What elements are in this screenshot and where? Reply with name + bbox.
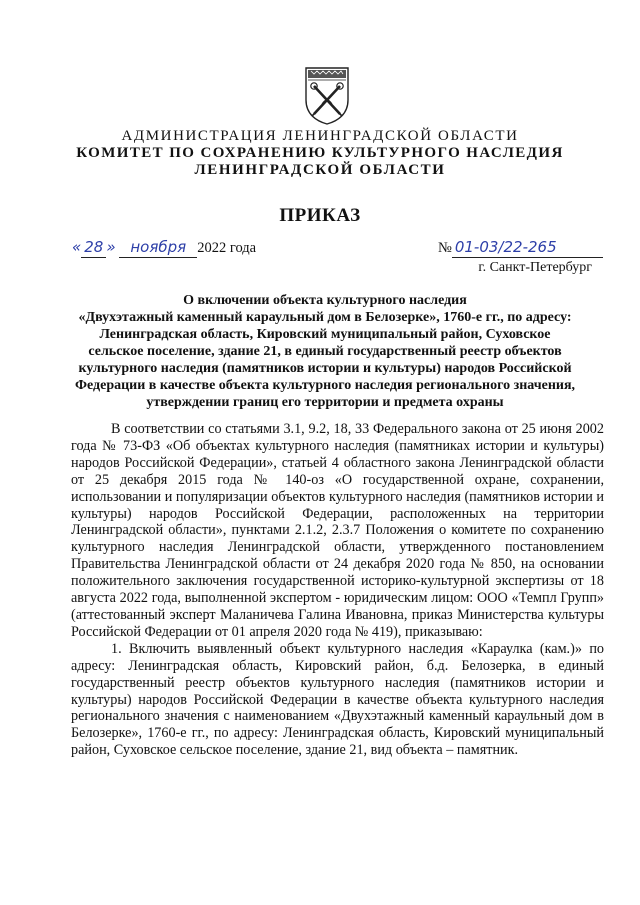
- document-type: ПРИКАЗ: [279, 205, 361, 226]
- title-line: культурного наследия (памятников истории и культуры) народов Российской: [78, 361, 572, 376]
- header-region: ЛЕНИНГРАДСКОЙ ОБЛАСТИ: [194, 162, 446, 178]
- title-line: О включении объекта культурного наследия: [183, 293, 467, 308]
- title-line: утверждении границ его территории и предмета охраны: [146, 395, 504, 410]
- coat-of-arms-icon: [302, 64, 352, 126]
- document-body: [71, 421, 604, 759]
- header-committee: КОМИТЕТ ПО СОХРАНЕНИЮ КУЛЬТУРНОГО НАСЛЕДИЯ: [76, 145, 564, 161]
- document-number: [438, 238, 603, 258]
- header-administration: АДМИНИСТРАЦИЯ ЛЕНИНГРАДСКОЙ ОБЛАСТИ: [121, 128, 519, 144]
- date-month: ноября: [130, 238, 187, 256]
- document-date: [72, 238, 256, 258]
- body-paragraph-preamble: В соответствии со статьями 3.1, 9.2, 18, 33 Федерального закона от 25 июня 2002 года № 73-ФЗ «Об объектах культурного наследия (памятниках истории и культуры) народов Российской Федерации», статьей 4 областного закона Ленинградской области от 25 декабря 2015 года № 140-оз «О государственной охране, сохранении, использовании и популяризации объектов культурного наследия (памятников истории и культуры) народов Российской Федерации, расположенных на территории Ленинградской области», пунктами 2.1.2, 2.3.7 Положения о комитете по сохранению культурного наследия Ленинградской области, утвержденного постановлением Правительства Ленинградской области от 24 декабря 2020 года № 850, на основании положительного заключения государственной историко-культурной экспертизы от 18 августа 2022 года, выполненной экспертом - юридическим лицом: ООО «Темпл Групп» (аттестованный эксперт Маланичева Галина Ивановна, приказ Министерства культуры Российской Федерации от 01 апреля 2020 года № 419), приказываю:: [71, 421, 604, 640]
- date-close-quote: »: [106, 238, 116, 256]
- number-sign: №: [438, 240, 452, 256]
- title-line: сельское поселение, здание 21, в единый государственный реестр объектов: [88, 344, 562, 359]
- title-line: Федерации в качестве объекта культурного наследия регионального значения,: [74, 378, 576, 393]
- document-title: [70, 292, 580, 411]
- number-value: 01-03/22-265: [454, 238, 557, 256]
- body-paragraph-item-1: 1. Включить выявленный объект культурного наследия «Караулка (кам.)» по адресу: Ленинградская область, Кировский район, б.д. Белозерка, в единый государственный реестр объектов культурного наследия (памятников истории и культуры) народов Российской Федерации в качестве объекта культурного наследия регионального значения с наименованием «Двухэтажный каменный караульный дом в Белозерке», 1760-е гг., по адресу: Ленинградская область, Кировский муниципальный район, Суховское сельское поселение, здание 21, вид объекта – памятник.: [71, 640, 604, 759]
- date-year: 2022 года: [197, 240, 257, 256]
- title-line: Ленинградская область, Кировский муниципальный район, Суховское: [99, 327, 551, 342]
- date-day: 28: [84, 238, 104, 256]
- document-city: г. Санкт-Петербург: [478, 260, 592, 275]
- title-line: «Двухэтажный каменный караульный дом в Белозерке», 1760-е гг., по адресу:: [78, 310, 572, 325]
- date-open-quote: «: [72, 238, 82, 256]
